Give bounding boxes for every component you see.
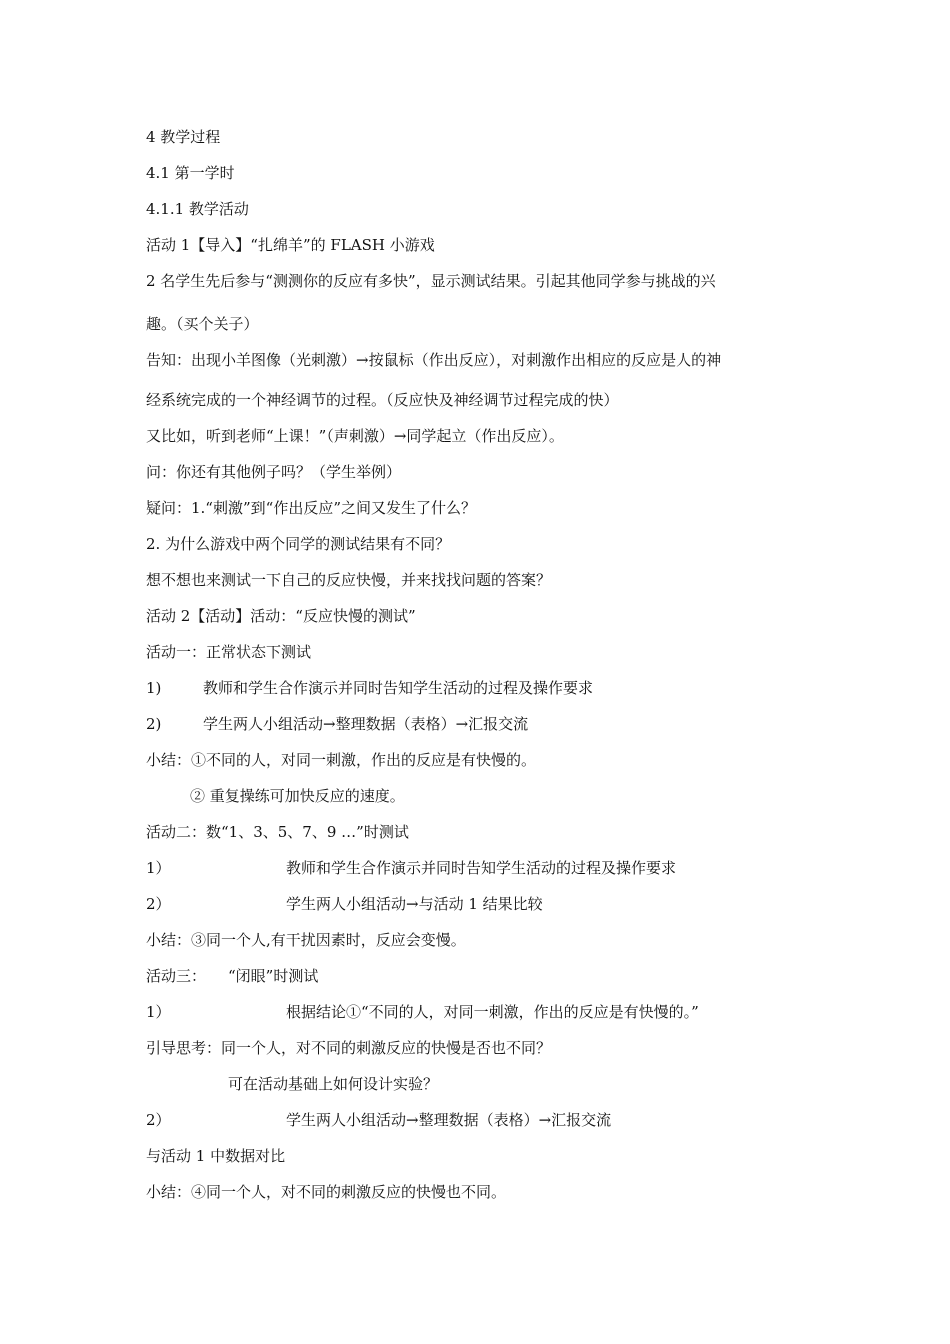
activity-heading: 活动一：正常状态下测试 bbox=[146, 643, 312, 661]
list-item-text: 根据结论①“不同的人，对同一刺激，作出的反应是有快慢的。” bbox=[286, 1003, 699, 1021]
paragraph-line: 与活动 1 中数据对比 bbox=[146, 1147, 286, 1165]
summary-line: 小结：④同一个人，对不同的刺激反应的快慢也不同。 bbox=[146, 1183, 507, 1201]
subsubsection-heading: 4.1.1 教学活动 bbox=[146, 200, 249, 218]
activity-2-title: 活动 2【活动】活动：“反应快慢的测试” bbox=[146, 607, 416, 625]
subsection-heading: 4.1 第一学时 bbox=[146, 164, 235, 182]
list-item-text: 教师和学生合作演示并同时告知学生活动的过程及操作要求 bbox=[203, 679, 594, 697]
list-item-text: 学生两人小组活动→与活动 1 结果比较 bbox=[286, 895, 543, 913]
summary-line: ② 重复操练可加快反应的速度。 bbox=[190, 787, 405, 805]
list-number: 2） bbox=[146, 1111, 171, 1129]
paragraph-line: 经系统完成的一个神经调节的过程。（反应快及神经调节过程完成的快） bbox=[146, 391, 619, 409]
list-item-text: 学生两人小组活动→整理数据（表格）→汇报交流 bbox=[203, 715, 529, 733]
list-number: 1) bbox=[146, 679, 162, 697]
paragraph-line: 2 名学生先后参与“测测你的反应有多快”，显示测试结果。引起其他同学参与挑战的兴 bbox=[146, 272, 716, 290]
list-number: 1） bbox=[146, 859, 171, 877]
activity-heading: 活动三： bbox=[146, 967, 207, 985]
paragraph-line: 引导思考：同一个人，对不同的刺激反应的快慢是否也不同？ bbox=[146, 1039, 552, 1057]
paragraph-line: 想不想也来测试一下自己的反应快慢，并来找找问题的答案？ bbox=[146, 571, 552, 589]
paragraph-line: 疑问：1.“刺激”到“作出反应”之间又发生了什么？ bbox=[146, 499, 476, 517]
paragraph-line: 又比如，听到老师“上课！”（声刺激）→同学起立（作出反应）。 bbox=[146, 427, 564, 445]
activity-1-title: 活动 1【导入】“扎绵羊”的 FLASH 小游戏 bbox=[146, 236, 435, 254]
activity-heading: 活动二：数“1、3、5、7、9 …”时测试 bbox=[146, 823, 409, 841]
summary-line: 小结：①不同的人，对同一刺激，作出的反应是有快慢的。 bbox=[146, 751, 537, 769]
list-item-text: 教师和学生合作演示并同时告知学生活动的过程及操作要求 bbox=[286, 859, 677, 877]
summary-line: 小结：③同一个人,有干扰因素时，反应会变慢。 bbox=[146, 931, 466, 949]
list-number: 1） bbox=[146, 1003, 171, 1021]
paragraph-line: 2. 为什么游戏中两个同学的测试结果有不同？ bbox=[146, 535, 451, 553]
paragraph-line: 趣。（买个关子） bbox=[146, 315, 259, 333]
paragraph-line: 问：你还有其他例子吗？（学生举例） bbox=[146, 463, 402, 481]
list-number: 2） bbox=[146, 895, 171, 913]
list-number: 2) bbox=[146, 715, 162, 733]
paragraph-line: 告知：出现小羊图像（光刺激）→按鼠标（作出反应），对刺激作出相应的反应是人的神 bbox=[146, 351, 722, 369]
section-heading: 4 教学过程 bbox=[146, 128, 221, 146]
list-item-text: 学生两人小组活动→整理数据（表格）→汇报交流 bbox=[286, 1111, 612, 1129]
activity-heading-sub: “闭眼”时测试 bbox=[228, 967, 319, 985]
paragraph-line: 可在活动基础上如何设计实验？ bbox=[228, 1075, 439, 1093]
